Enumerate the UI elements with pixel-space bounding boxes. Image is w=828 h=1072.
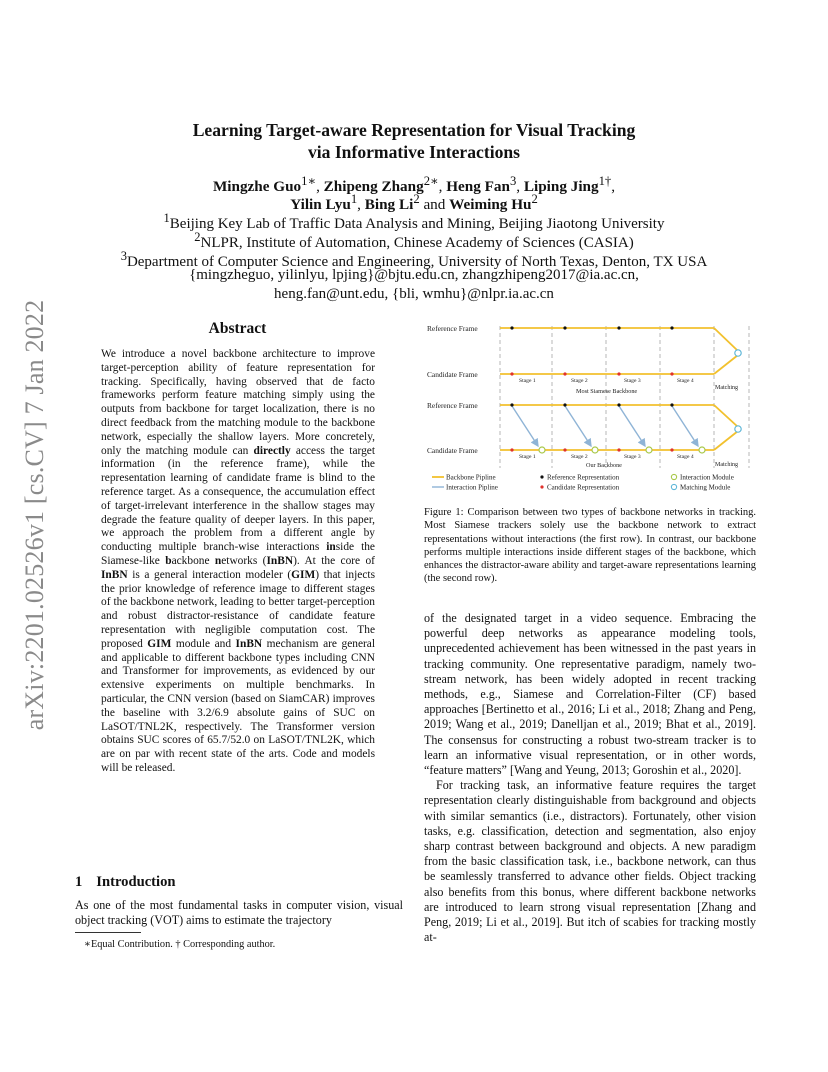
legend-backbone-pipeline: Backbone Pipline [446, 473, 496, 482]
affiliation-sup: 3 [120, 249, 127, 263]
reference-dot [563, 326, 566, 329]
abstract-text: module and [171, 637, 236, 650]
stage-label: Stage 4 [677, 378, 694, 384]
abstract-text: is a general interaction modeler ( [127, 568, 292, 581]
label-candidate-frame: Candidate Frame [427, 370, 478, 379]
author-name: Liping Jing [523, 178, 599, 196]
candidate-dot [563, 372, 566, 375]
author-sup: 1† [598, 174, 612, 188]
legend-candidate-representation: Candidate Representation [547, 483, 620, 492]
author-name: Yilin Lyu [290, 196, 351, 214]
stage-label: Stage 2 [571, 454, 588, 460]
matching-label: Matching [715, 462, 738, 468]
interaction-arrows [512, 406, 698, 446]
stage-label: Stage 4 [677, 454, 694, 460]
interaction-module-ring [592, 447, 598, 453]
candidate-dot [510, 448, 513, 451]
reference-dot [670, 326, 673, 329]
label-most-siamese-backbone: Most Siamese Backbone [576, 388, 638, 395]
and-word: and [423, 196, 446, 214]
paper-title-line-2: via Informative Interactions [307, 142, 521, 162]
reference-dot [617, 326, 620, 329]
label-our-backbone: Our Backbone [586, 462, 622, 469]
stage-label: Stage 3 [624, 378, 641, 384]
author-sup: 2∗ [423, 174, 439, 188]
matching-module-ring [735, 350, 741, 356]
interaction-module-ring [646, 447, 652, 453]
affiliation-text: Department of Computer Science and Engineering, University of North Texas, Denton, TX USA [126, 254, 708, 270]
legend-interaction-module: Interaction Module [680, 473, 734, 482]
body-paragraph: of the designated target in a video sequence. Embracing the powerful deep networks as appearance modeling tools, unprecedented achievement has been witnessed in the past years in tracking community. One representative paradigm, namely two-stream network, has been widely adopted in recent tracking methods, e.g., Siamese and Correlation-Filter (CF) based approaches [Bertinetto et al., 2016; Li et al., 2018; Zhang and Peng, 2019; Wang et al., 2019; Danelljan et al., 2019; Bhat et al., 2019]. The consensus for constructing a robust two-stream tracker is to learn an informative visual representation, or in other words, “feature matters” [Wang and Yeung, 2013; Goroshin et al., 2020]. [424, 611, 756, 778]
legend-reference-representation: Reference Representation [547, 473, 620, 482]
author-name: Zhipeng Zhang [323, 178, 424, 196]
stage-label: Stage 1 [519, 454, 536, 460]
interaction-module-ring [699, 447, 705, 453]
stage-label: Stage 2 [571, 378, 588, 384]
candidate-dot [617, 448, 620, 451]
author-name: Bing Li [364, 196, 414, 214]
abstract-heading: Abstract [208, 320, 267, 337]
matching-module-ring [735, 426, 741, 432]
figure-1-diagram [424, 318, 756, 496]
author-sup: 1∗ [301, 174, 317, 188]
author-line-1: Mingzhe Guo$^{1∗}$, Zhipeng Zhang$^{2∗}$, Heng Fan$^3$, Liping Jing$^{1\dagger}$, [212, 174, 616, 196]
stage-label: Stage 1 [519, 378, 536, 384]
abstract-emphasis: InBN [235, 637, 263, 650]
introduction-paragraph: As one of the most fundamental tasks in computer vision, visual object tracking (VOT) aims to estimate the trajectory [75, 898, 403, 927]
emails-line-2: heng.fan@unt.edu, {bli, wmhu}@nlpr.ia.ac.cn [274, 286, 554, 302]
footnote: ∗Equal Contribution. † Corresponding author. [84, 939, 276, 950]
footnote-rule [75, 932, 141, 933]
legend-interaction-pipeline: Interaction Pipline [446, 483, 498, 492]
reference-dot [510, 326, 513, 329]
label-candidate-frame: Candidate Frame [427, 446, 478, 455]
author-sup: 2 [413, 192, 420, 206]
abstract-emphasis: b [165, 554, 172, 567]
abstract-emphasis: directly [253, 444, 291, 457]
abstract-text: mechanism are general and applicable to different backbone types including CNN and Transformer for improvements, as evidenced by our extensive experiments on multiple benchmarks. In particular, the CNN version (based on SiamCAR) improves the baseline with 3.2/6.9 absolute gains of SUC on LaSOT/TNL2K, respectively. The Transformer version obtains SUC scores of 65.7/52.0 on LaSOT/TNL2K, which are on par with recent state of the arts. Code and models will be released. [101, 637, 376, 774]
emails-line-1: {mingzheguo, yilinlyu, lpjing}@bjtu.edu.cn, zhangzhipeng2017@ia.ac.cn, [189, 267, 639, 283]
abstract-emphasis: InBN [101, 568, 128, 581]
abstract-emphasis: GIM [147, 637, 172, 650]
affiliation-text: NLPR, Institute of Automation, Chinese Academy of Sciences (CASIA) [200, 235, 634, 251]
candidate-dot [617, 372, 620, 375]
section-heading-introduction [75, 874, 176, 891]
section-number: 1 [75, 874, 83, 890]
candidate-dot [563, 448, 566, 451]
label-reference-frame: Reference Frame [427, 401, 478, 410]
abstract-text: access the target information (in the reference frame), while the representation learning of candidate frame is blind to the reference target. As a consequence, the accumulation effect of target-irrelevant interference in the shallow stages may degrade the feature quality of deeper layers. In this paper, we approach the problem from a different angle by conducting multiple branch-wise interactions [101, 444, 376, 554]
author-sup: 2 [531, 192, 538, 206]
author-name: Weiming Hu [449, 196, 532, 214]
stage-dividers [500, 326, 749, 468]
stage-label: Stage 3 [624, 454, 641, 460]
affiliation-sup: 2 [194, 230, 201, 244]
abstract-text: side the Siamese-like [101, 541, 375, 567]
figure-legend [432, 474, 734, 492]
reference-dot [670, 403, 673, 406]
abstract-emphasis: n [214, 554, 222, 567]
body-paragraph: For tracking task, an informative feature requires the target representation clearly distinguishable from background and objects with similar semantics (i.e., distractors). Fortunately, other vision tasks, e.g. classification, detection and segmentation, also enjoy sharp contrast between background and objects. A new paradigm from the basic classification task, i.e., backbone network, can thus be seamlessly transferred to advance other fields. Object tracking also benefits from this bonus, where different backbone networks are introduced to learn strong visual representation [Zhang and Peng, 2019; Li et al., 2019]. But itch of scabies for tracking mostly at- [424, 778, 756, 945]
abstract-text: ackbone [171, 554, 215, 567]
affiliation-sup: 1 [163, 211, 170, 225]
abstract-text: etworks ( [221, 554, 267, 567]
row-most-siamese [427, 324, 741, 395]
interaction-module-ring [539, 447, 545, 453]
abstract-text: ) that injects the prior knowledge of reference image to different stages of the backbone network, leading to better target-perception and robust distractor-resistance of candidate feature representation with negligible computation cost. The proposed [101, 568, 375, 650]
abstract-emphasis: GIM [291, 568, 316, 581]
author-sup: 3 [509, 174, 517, 188]
author-line-2: Yilin Lyu$^1$, Bing Li$^2$ and Weiming Hu$^2$ [290, 192, 538, 214]
section-title: Introduction [96, 874, 176, 890]
right-column-body [424, 611, 756, 945]
abstract-emphasis: InBN [266, 554, 294, 567]
author-sup: 1 [350, 192, 358, 206]
abstract-text: We introduce a novel backbone architecture to improve target-perception ability of feature representation for tracking. Specifically, having observed that de facto frameworks perform feature matching simply using the outputs from backbone for target localization, there is no direct feedback from the matching module to the backbone network, especially the shallow layers. More concretely, only the matching module can [101, 348, 375, 457]
candidate-dot [510, 372, 513, 375]
candidate-dot [670, 448, 673, 451]
author-name: Heng Fan [446, 178, 510, 196]
reference-dot [563, 403, 566, 406]
candidate-dot [670, 372, 673, 375]
abstract-text: ). At the core of [293, 554, 375, 567]
arxiv-stamp-text: arXiv:2201.02526v1 [cs.CV] 7 Jan 2022 [20, 299, 49, 731]
abstract-emphasis: in [326, 541, 336, 554]
reference-dot [617, 403, 620, 406]
label-reference-frame: Reference Frame [427, 324, 478, 333]
abstract-body [101, 348, 375, 776]
row-our-backbone [427, 401, 741, 469]
figure-1-caption: Figure 1: Comparison between two types of backbone networks in tracking. Most Siamese trackers solely use the backbone network to extract representations without interactions (the first row). In contrast, our backbone performs multiple interactions inside different stages of the backbone, which enhances the distractor-aware ability and target-aware representations learning (the second row). [424, 507, 756, 585]
affiliation-text: Beijing Key Lab of Traffic Data Analysis and Mining, Beijing Jiaotong University [169, 216, 665, 232]
author-name: Mingzhe Guo [212, 178, 302, 196]
paper-title-line-1: Learning Target-aware Representation for Visual Tracking [192, 120, 636, 140]
reference-dot [510, 403, 513, 406]
matching-label: Matching [715, 385, 738, 391]
arxiv-stamp [12, 295, 58, 735]
legend-matching-module: Matching Module [680, 483, 731, 492]
